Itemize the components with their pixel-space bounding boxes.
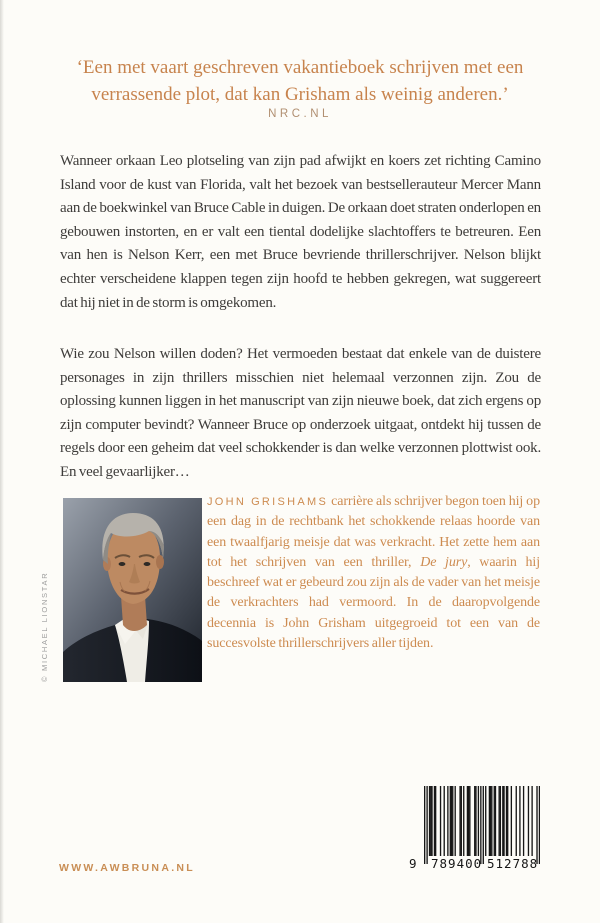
author-bio-text-1: carrière als schrijver begon toen hij op een dag in de rechtbank het schokkende relaas hoorde van een twaalfjarig meisje dat was verkracht. Het zette hem aan tot het schrijven van een thriller, bbox=[207, 494, 540, 570]
publisher-website: WWW.AWBRUNA.NL bbox=[59, 862, 196, 874]
barcode bbox=[409, 786, 540, 884]
book-title: De jury bbox=[420, 554, 468, 570]
photo-credit: © MICHAEL LIONSTAR bbox=[40, 571, 49, 682]
barcode-bars bbox=[424, 786, 540, 866]
synopsis-paragraph-2: Wie zou Nelson willen doden? Het vermoeden bestaat dat enkele van de duistere personages in zijn thrillers misschien niet helemaal verzonnen zijn. Zou de oplossing kunnen liggen in het manuscript van zijn nieuwe boek, dat zich ergens op zijn computer bevindt? Wanneer Bruce op onderzoek uitgaat, ontdekt hij tussen de regels door een geheim dat veel schokkender is dan welke verzonnen plottwist ook. En veel gevaarlijker… bbox=[60, 346, 541, 480]
author-name: JOHN GRISHAMS bbox=[207, 496, 329, 508]
author-portrait-illustration bbox=[63, 498, 202, 682]
review-quote: ‘Een met vaart geschreven vakantieboek schrijven met een verrassende plot, dat kan Grisham als weinig anderen.’ bbox=[76, 57, 524, 105]
isbn-digit-group: 9 bbox=[409, 856, 417, 871]
page-edge-shadow bbox=[0, 0, 4, 923]
review-source: NRC.NL bbox=[268, 108, 332, 120]
isbn-digit-group: 789400 bbox=[431, 856, 483, 871]
isbn-digit-group: 512788 bbox=[487, 856, 539, 871]
author-bio-text-2: , waarin hij beschreef wat er gebeurd zou zijn als de vader van het meisje de verkrachters had vermoord. In de daaropvolgende decennia is John Grisham uitgegroeid tot een van de succesvolste thrillerschrijvers aller tijden. bbox=[207, 554, 540, 652]
author-photo bbox=[63, 498, 202, 682]
barcode-digits bbox=[409, 856, 555, 870]
author-bio bbox=[207, 492, 540, 654]
synopsis-paragraph-1: Wanneer orkaan Leo plotseling van zijn pad afwijkt en koers zet richting Camino Island voor de kust van Florida, valt het bezoek van bestsellerauteur Mercer Mann aan de boekwinkel van Bruce Cable in duigen. De orkaan doet straten onderlopen en gebouwen instorten, en er valt een tiental dodelijke slachtoffers te betreuren. Een van hen is Nelson Kerr, een met Bruce bevriende thrillerschrijver. Nelson blijkt echter verscheidene klappen tegen zijn hoofd te hebben gekregen, wat suggereert dat hij niet in de storm is omgekomen. bbox=[60, 153, 541, 311]
